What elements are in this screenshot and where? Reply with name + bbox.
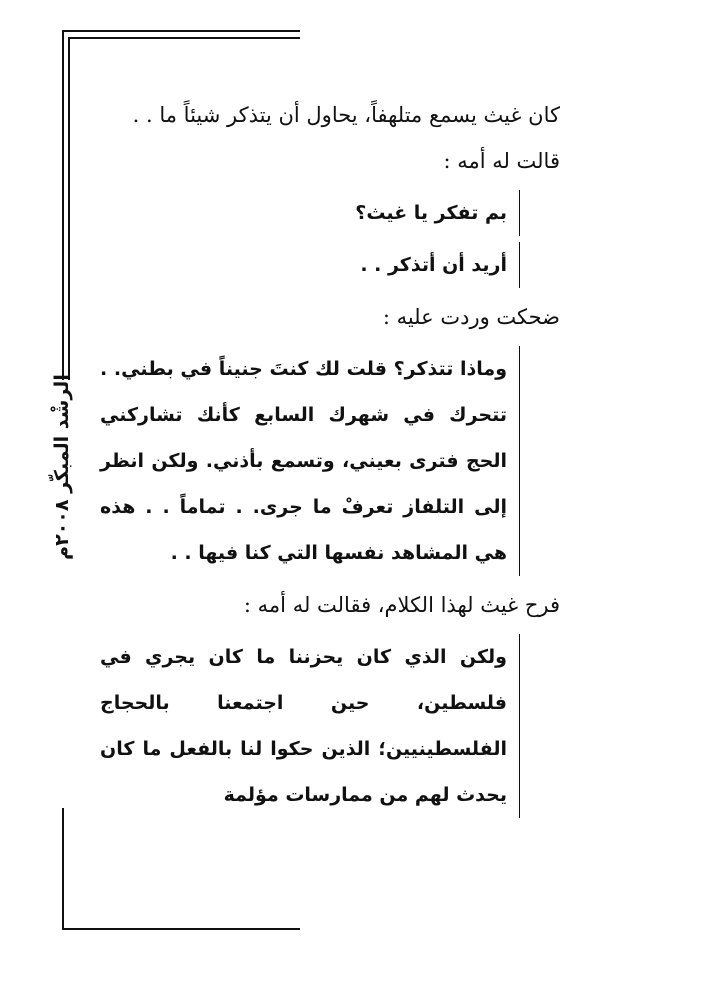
frame-bottom bbox=[62, 928, 300, 930]
frame-top-outer bbox=[62, 30, 300, 32]
frame-top-inner bbox=[68, 37, 300, 39]
narration-paragraph: ضحكت وردت عليه : bbox=[382, 305, 560, 329]
quote-text: وماذا تتذكر؟ قلت لك كنتَ جنيناً في بطني. . تتحرك في شهرك السابع كأنك تشاركني الحج فترى بعيني، وتسمع بأذني. ولكن انظر إلى التلفاز تعرفْ ما جرى. . تماماً . . هذه هي المشاهد نفسها التي كنا فيها . . bbox=[100, 358, 507, 564]
page-content bbox=[100, 92, 560, 818]
side-label-text: الرشْد المبكّر ٢٠٠٨م bbox=[51, 374, 73, 560]
dialogue-quote bbox=[100, 242, 520, 288]
dialogue-quote bbox=[100, 190, 520, 236]
quote-text: أريد أن أتذكر . . bbox=[360, 254, 507, 276]
narration-paragraph: فرح غيث لهذا الكلام، فقالت له أمه : bbox=[243, 593, 560, 617]
frame-left-bottom bbox=[62, 808, 64, 930]
dialogue-quote bbox=[100, 346, 520, 576]
quote-text: بم تفكر يا غيث؟ bbox=[355, 202, 507, 224]
narration-paragraph: كان غيث يسمع متلهفاً، يحاول أن يتذكر شيئاً ما . . قالت له أمه : bbox=[132, 103, 560, 173]
dialogue-quote bbox=[100, 634, 520, 818]
quote-text: ولكن الذي كان يحزننا ما كان يجري في فلسطين، حين اجتمعنا بالحجاج الفلسطينيين؛ الذين حكوا لنا بالفعل ما كان يحدث لهم من ممارسات مؤلمة bbox=[100, 646, 507, 806]
